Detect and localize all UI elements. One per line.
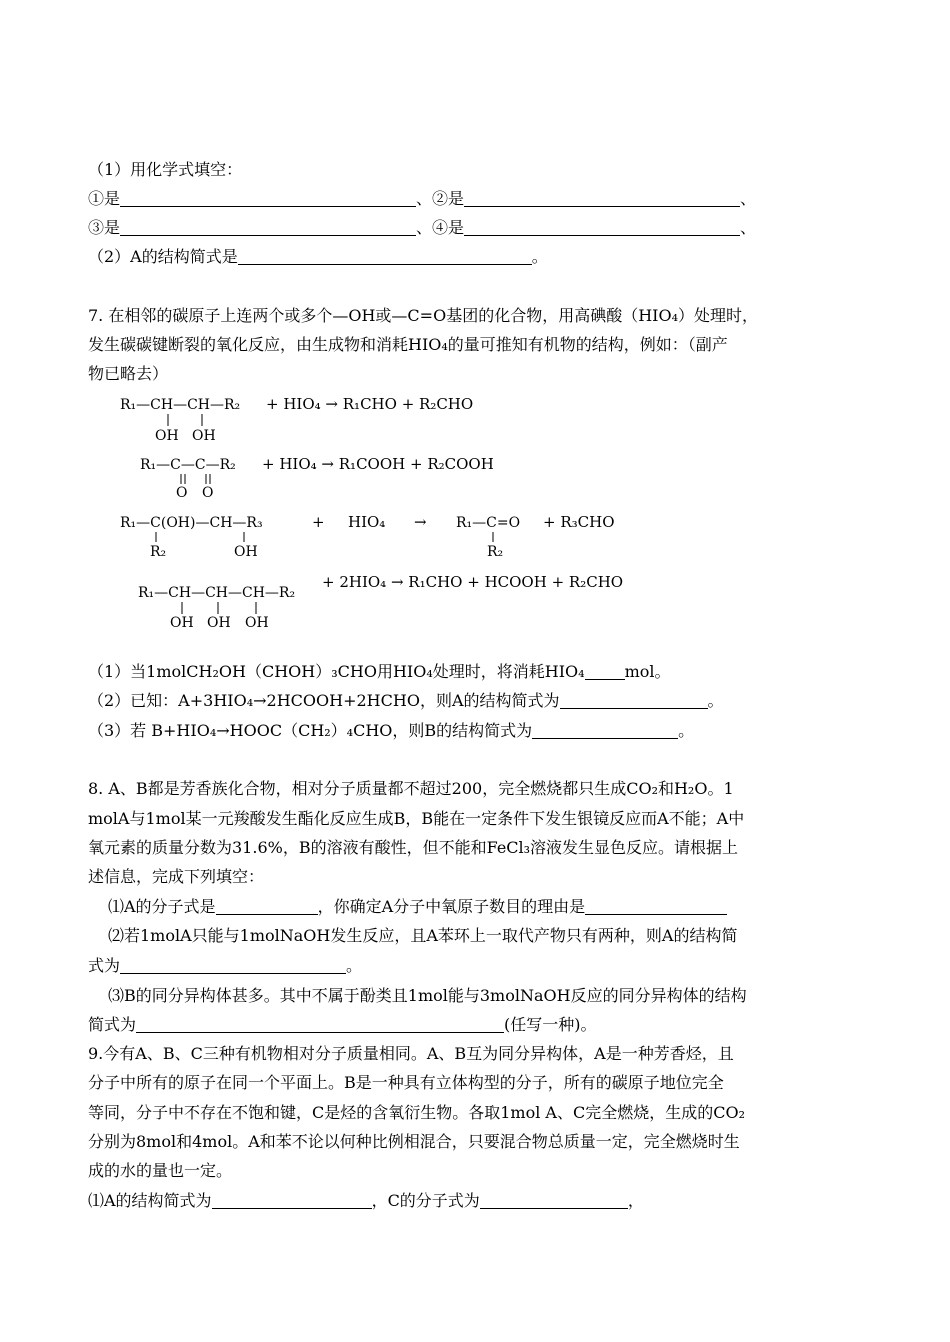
punct: 、 <box>740 218 757 237</box>
q9-sub1-text2: ，C的分子式为 <box>371 1191 480 1210</box>
q8-sub3-text: 简式为 <box>88 1015 137 1034</box>
svg-text:OH: OH <box>207 615 231 631</box>
q9-line5: 成的水的量也一定。 <box>88 1161 233 1180</box>
q9-line1: 9.今有A、B、C三种有机物相对分子质量相同。A、B互为同分异构体，A是一种芳香烃，且 <box>88 1044 734 1063</box>
punct: 。 <box>531 247 548 266</box>
q8-sub3-cont <box>88 1014 597 1036</box>
answer-blank[interactable] <box>136 1016 504 1033</box>
q7-eq1: + HIO₄ → R₁CHO + R₂CHO <box>266 395 474 413</box>
q9-sub1-text: ⑴A的结构简式为 <box>88 1191 212 1210</box>
q6-part1: （1）用化学式填空： <box>88 160 243 179</box>
q8-line4: 述信息，完成下列填空： <box>88 867 265 886</box>
q7-line1: 7. 在相邻的碳原子上连两个或多个—OH或—C=O基团的化合物，用高碘酸（HIO₄）处理时， <box>88 306 758 325</box>
svg-text:R₂: R₂ <box>150 544 167 560</box>
q6-part2-text: （2）A的结构简式是 <box>88 247 238 266</box>
answer-blank[interactable] <box>532 722 678 739</box>
punct: 。 <box>678 721 695 740</box>
q7-sub1-unit: mol。 <box>624 662 671 681</box>
answer-blank[interactable] <box>560 692 708 709</box>
svg-text:R₁—C(OH)—CH—R₃: R₁—C(OH)—CH—R₃ <box>120 515 263 531</box>
q8-line3: 氧元素的质量分数为31.6%，B的溶液有酸性，但不能和FeCl₃溶液发生显色反应。请根据上 <box>88 838 739 857</box>
q7-eq3-reagent: HIO₄ <box>348 513 386 531</box>
q8-sub1 <box>108 896 727 918</box>
svg-text:R₁—C=O: R₁—C=O <box>456 515 521 531</box>
svg-text:R₁—CH—CH—CH—R₂: R₁—CH—CH—CH—R₂ <box>138 585 296 601</box>
q8-line1: 8. A、B都是芳香族化合物，相对分子质量都不超过200，完全燃烧都只生成CO₂和H₂O。1 <box>88 779 734 798</box>
q7-eq3-product: + R₃CHO <box>543 513 615 531</box>
answer-blank[interactable] <box>212 1192 372 1209</box>
q6-c3: ③是 <box>88 218 121 237</box>
svg-text:O: O <box>176 485 188 501</box>
q7-sub3 <box>88 720 694 742</box>
punct: 。 <box>707 691 724 710</box>
q7-eq3-plus: + <box>312 513 325 531</box>
q8-sub1-text: ⑴A的分子式是 <box>108 897 216 916</box>
punct: 、 <box>740 189 757 208</box>
q7-eq2: + HIO₄ → R₁COOH + R₂COOH <box>262 455 494 473</box>
svg-text:OH: OH <box>192 428 216 444</box>
q8-sub1-text2: ，你确定A分子中氧原子数目的理由是 <box>317 897 586 916</box>
answer-blank[interactable] <box>216 898 318 915</box>
q8-sub2-text: 式为 <box>88 956 121 975</box>
q6-c1: ①是 <box>88 189 121 208</box>
answer-blank[interactable] <box>585 663 625 680</box>
q8-sub2: ⑵若1molA只能与1molNaOH发生反应，且A苯环上一取代产物只有两种，则A的结构简 <box>108 926 738 945</box>
q8-sub3-note: (任写一种)。 <box>504 1015 597 1034</box>
q9-line4: 分别为8mol和4mol。A和苯不论以何种比例相混合，只要混合物总质量一定，完全燃烧时生 <box>88 1132 740 1151</box>
q7-sub3-text: （3）若 B+HIO₄→HOOC（CH₂）₄CHO，则B的结构简式为 <box>88 721 533 740</box>
svg-text:R₁—CH—CH—R₂: R₁—CH—CH—R₂ <box>120 397 241 413</box>
answer-blank[interactable] <box>585 898 727 915</box>
punct: ， <box>627 1191 644 1210</box>
punct: 。 <box>346 956 363 975</box>
q7-sub2-text: （2）已知：A+3HIO₄→2HCOOH+2HCHO，则A的结构简式为 <box>88 691 560 710</box>
svg-text:R₁—C—C—R₂: R₁—C—C—R₂ <box>140 457 236 473</box>
q7-sub1 <box>88 661 671 683</box>
answer-blank[interactable] <box>120 957 346 974</box>
svg-text:OH: OH <box>170 615 194 631</box>
svg-text:OH: OH <box>155 428 179 444</box>
q6-c2: 、②是 <box>416 189 465 208</box>
q9-line3: 等同，分子中不存在不饱和键，C是烃的含氧衍生物。各取1mol A、C完全燃烧，生成的CO₂ <box>88 1103 746 1122</box>
q7-sub1-text: （1）当1molCH₂OH（CHOH）₃CHO用HIO₄处理时，将消耗HIO₄ <box>88 662 585 681</box>
q8-sub3: ⑶B的同分异构体甚多。其中不属于酚类且1mol能与3molNaOH反应的同分异构体的结构 <box>108 986 747 1005</box>
svg-text:OH: OH <box>245 615 269 631</box>
q6-c4: 、④是 <box>416 218 465 237</box>
q7-line2: 发生碳碳键断裂的氧化反应，由生成物和消耗HIO₄的量可推知有机物的结构，例如：（副产 <box>88 335 728 354</box>
q8-sub2-cont <box>88 955 362 977</box>
q7-eq3-arrow: → <box>414 513 427 531</box>
q9-sub1 <box>88 1190 644 1212</box>
reaction-schemes <box>0 0 950 650</box>
q7-sub2 <box>88 690 724 712</box>
q7-eq4: + 2HIO₄ → R₁CHO + HCOOH + R₂CHO <box>322 573 624 591</box>
q9-line2: 分子中所有的原子在同一个平面上。B是一种具有立体构型的分子，所有的碳原子地位完全 <box>88 1073 724 1092</box>
svg-text:O: O <box>202 485 214 501</box>
q7-line3: 物已略去） <box>88 364 169 383</box>
q8-line2: molA与1mol某一元羧酸发生酯化反应生成B，B能在一定条件下发生银镜反应而A不能；A中 <box>88 809 745 828</box>
svg-text:OH: OH <box>234 544 258 560</box>
answer-blank[interactable] <box>480 1192 628 1209</box>
svg-text:R₂: R₂ <box>487 544 504 560</box>
